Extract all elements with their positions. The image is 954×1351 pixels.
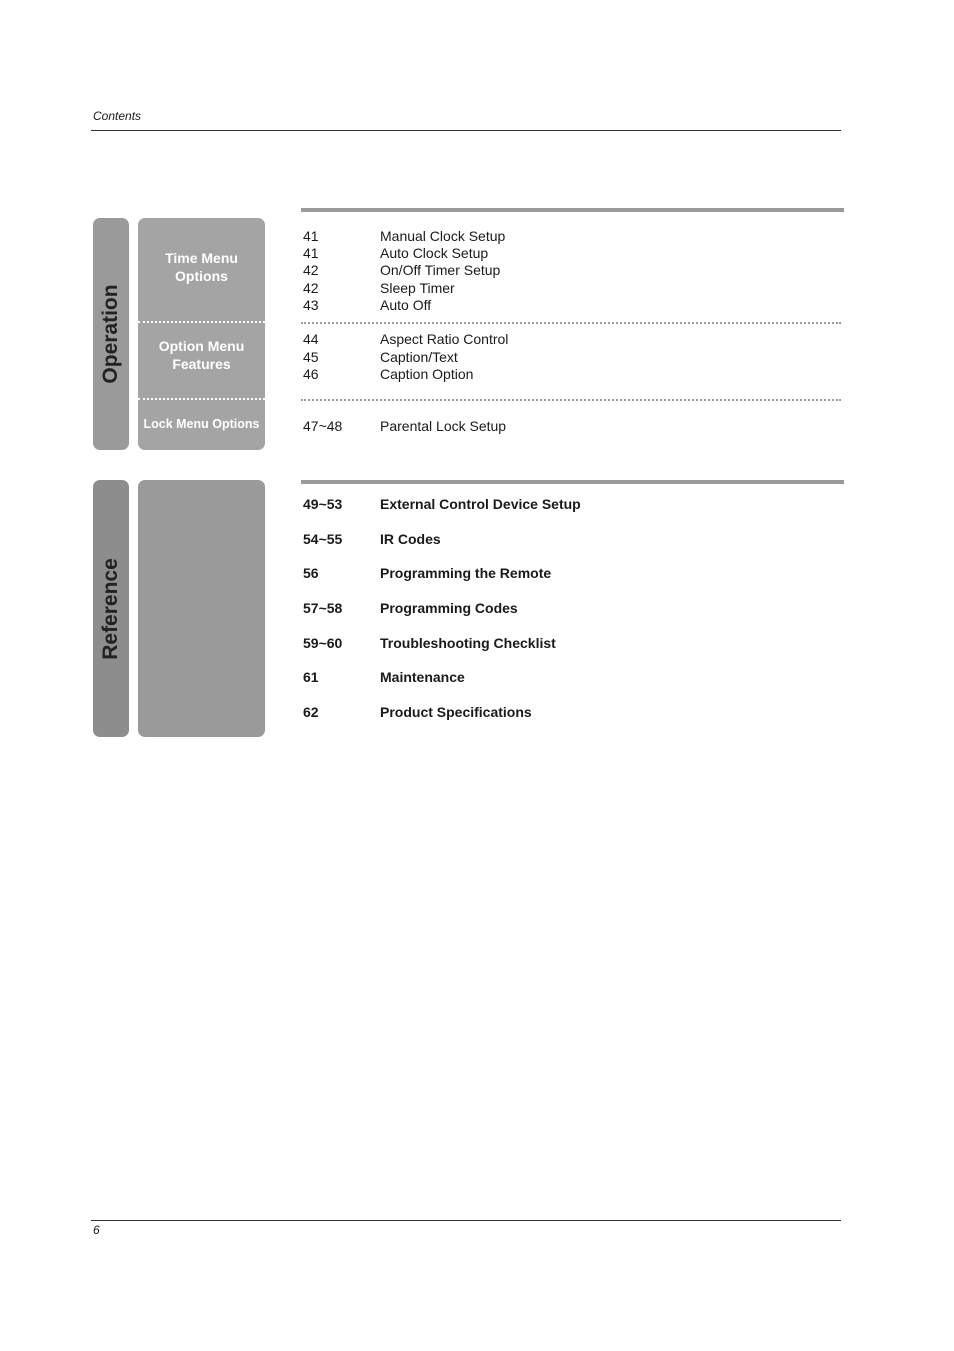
page-header-label: Contents [93, 109, 142, 123]
toc-entry-title: Auto Clock Setup [380, 245, 489, 261]
toc-entry-title: Parental Lock Setup [380, 418, 507, 434]
toc-entry-title: External Control Device Setup [380, 496, 581, 512]
toc-entry-title: Caption/Text [380, 349, 458, 365]
toc-entry-page: 42 [303, 262, 319, 278]
toc-entry-page: 54~55 [303, 531, 343, 547]
toc-entry-page: 61 [303, 669, 319, 685]
toc-entry-page: 42 [303, 280, 319, 296]
toc-entry-title: Maintenance [380, 669, 465, 685]
header-rule [91, 130, 841, 131]
footer-rule [91, 1220, 841, 1221]
toc-entry-title: Auto Off [380, 297, 432, 313]
toc-entry-title: Product Specifications [380, 704, 532, 720]
toc-entry-title: Troubleshooting Checklist [380, 635, 556, 651]
operation-subpanel [138, 218, 265, 450]
reference-subpanel [138, 480, 265, 737]
toc-entry-page: 49~53 [303, 496, 343, 512]
toc-entry-page: 46 [303, 366, 319, 382]
toc-entry-title: Sleep Timer [380, 280, 455, 296]
toc-entry-page: 62 [303, 704, 319, 720]
option-menu-features-label: Option Menu Features [158, 338, 245, 372]
operation-section-bar [301, 208, 844, 212]
operation-tab-label: Operation [99, 284, 122, 384]
section-dotted-divider [301, 322, 841, 324]
toc-entry-title: IR Codes [380, 531, 441, 547]
subpanel-divider [138, 321, 265, 323]
toc-entry-page: 57~58 [303, 600, 343, 616]
toc-entry-page: 45 [303, 349, 319, 365]
lock-menu-options-label: Lock Menu Options [143, 417, 260, 431]
toc-entry-page: 44 [303, 331, 319, 347]
toc-entry-page: 43 [303, 297, 319, 313]
reference-section-bar [301, 480, 844, 484]
toc-entry-title: Aspect Ratio Control [380, 331, 509, 347]
toc-entry-title: Caption Option [380, 366, 474, 382]
subpanel-divider [138, 398, 265, 400]
toc-entry-page: 47~48 [303, 418, 343, 434]
toc-entry-page: 41 [303, 228, 319, 244]
time-menu-options-label: Time Menu Options [165, 250, 238, 284]
toc-entry-page: 56 [303, 565, 319, 581]
toc-entry-page: 41 [303, 245, 319, 261]
page-number: 6 [93, 1223, 100, 1237]
reference-tab [93, 480, 129, 737]
reference-tab-label: Reference [99, 557, 122, 660]
section-dotted-divider [301, 399, 841, 401]
toc-entry-title: On/Off Timer Setup [380, 262, 501, 278]
operation-tab [93, 218, 129, 450]
toc-entry-title: Programming the Remote [380, 565, 552, 581]
toc-entry-title: Manual Clock Setup [380, 228, 506, 244]
toc-entry-title: Programming Codes [380, 600, 518, 616]
toc-entry-page: 59~60 [303, 635, 343, 651]
